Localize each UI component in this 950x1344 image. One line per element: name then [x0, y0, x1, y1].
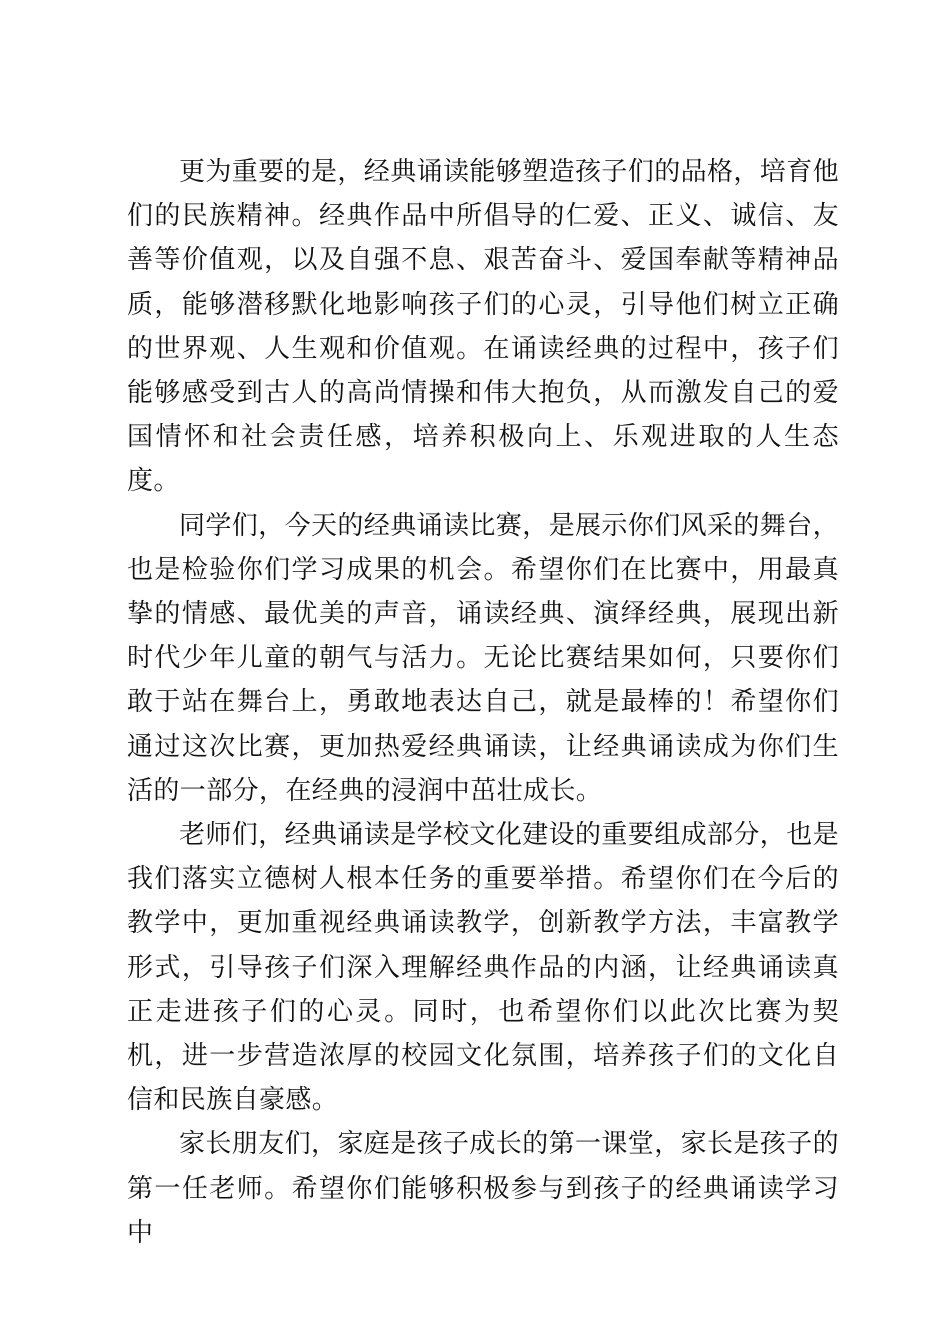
paragraph: 更为重要的是，经典诵读能够塑造孩子们的品格，培育他们的民族精神。经典作品中所倡导的仁爱、正义、诚信、友善等价值观，以及自强不息、艰苦奋斗、爱国奉献等精神品质，能够潜移默化地影响孩子们的心灵，引导他们树立正确的世界观、人生观和价值观。在诵读经典的过程中，孩子们能够感受到古人的高尚情操和伟大抱负，从而激发自己的爱国情怀和社会责任感，培养积极向上、乐观进取的人生态度。	[127, 157, 840, 497]
paragraph: 老师们，经典诵读是学校文化建设的重要组成部分，也是我们落实立德树人根本任务的重要举措。希望你们在今后的教学中，更加重视经典诵读教学，创新教学方法，丰富教学形式，引导孩子们深入理解经典作品的内涵，让经典诵读真正走进孩子们的心灵。同时，也希望你们以此次比赛为契机，进一步营造浓厚的校园文化氛围，培养孩子们的文化自信和民族自豪感。	[127, 820, 840, 1116]
paragraph: 家长朋友们，家庭是孩子成长的第一课堂，家长是孩子的第一任老师。希望你们能够积极参与到孩子的经典诵读学习中	[127, 1129, 840, 1248]
paragraph: 同学们，今天的经典诵读比赛，是展示你们风采的舞台，也是检验你们学习成果的机会。希望你们在比赛中，用最真挚的情感、最优美的声音，诵读经典、演绎经典，展现出新时代少年儿童的朝气与活力。无论比赛结果如何，只要你们敢于站在舞台上，勇敢地表达自己，就是最棒的！希望你们通过这次比赛，更加热爱经典诵读，让经典诵读成为你们生活的一部分，在经典的浸润中茁壮成长。	[127, 510, 840, 806]
document-body	[127, 150, 839, 1255]
